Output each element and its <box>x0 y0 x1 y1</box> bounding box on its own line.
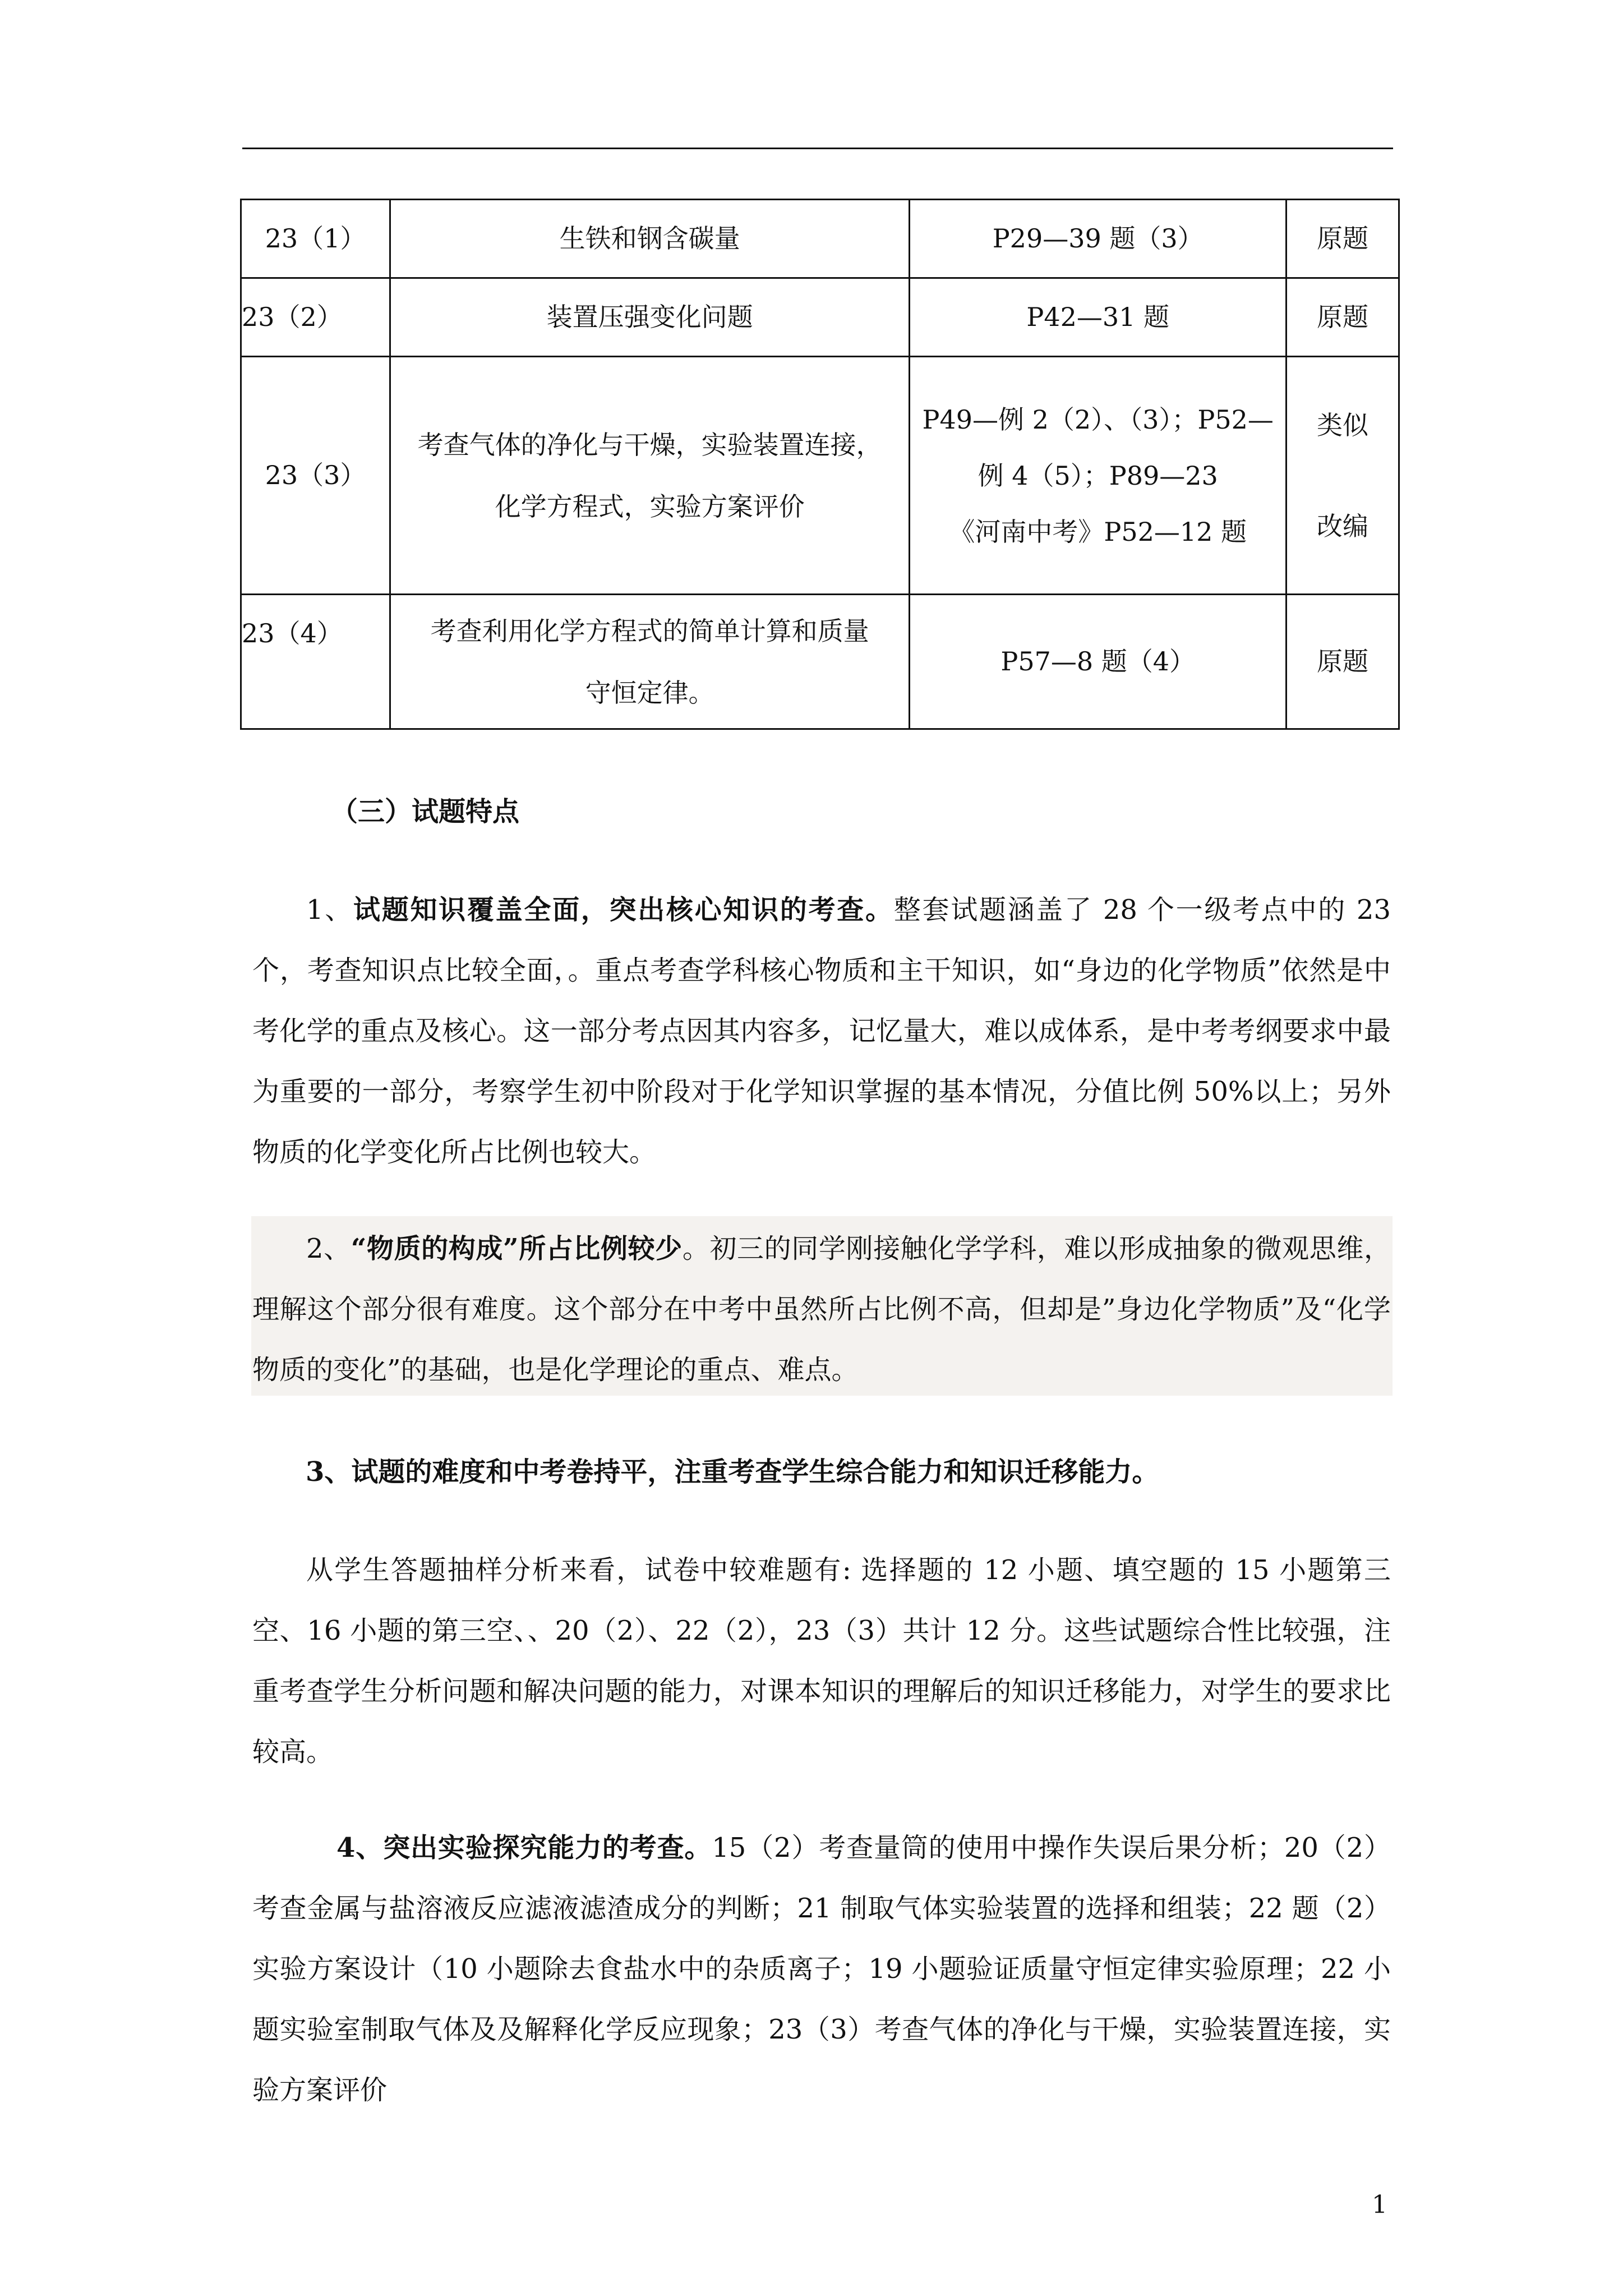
content-line: 守恒定律。 <box>585 677 714 708</box>
paragraph-4-lead: 4、突出实验探究能力的考查。 <box>336 1832 712 1864</box>
question-number-cell: 23（2） <box>241 278 390 357</box>
content-cell <box>390 357 910 595</box>
paragraph-3: 从学生答题抽样分析来看，试卷中较难题有: 选择题的 12 小题、填空题的 15 小题第三空、16 小题的第三空、、20（2）、22（2），23（3）共计 12 分。这些试题综合性比较强，注重考查学生分析问题和解决问题的能力，对课本知识的理解后的知识迁移能力，对学生的要求比较高。 <box>252 1554 1391 1768</box>
source-line: P49—例 2（2）、（3）；P52— <box>922 404 1274 435</box>
type-line: 改编 <box>1317 510 1369 541</box>
source-cell: P42—31 题 <box>910 278 1287 357</box>
header-rule <box>242 148 1393 149</box>
paragraph-1-body: 整套试题涵盖了 28 个一级考点中的 23 个，考查知识点比较全面，。重点考查学科核心物质和主干知识，如“身边的化学物质”依然是中考化学的重点及核心。这一部分考点因其内容多，记忆量大，难以成体系，是中考考纲要求中最为重要的一部分，考察学生初中阶段对于化学知识掌握的基本情况，分值比例 50%以上；另外物质的化学变化所占比例也较大。 <box>252 894 1391 1168</box>
table-row <box>241 278 1399 357</box>
type-cell: 原题 <box>1287 595 1399 729</box>
content-line: 考查利用化学方程式的简单计算和质量 <box>430 615 869 646</box>
page-number: 1 <box>1372 2191 1387 2219</box>
table-row <box>241 200 1399 278</box>
paragraph-4 <box>252 1818 1391 2120</box>
paragraph-1-number: 1、 <box>306 894 353 926</box>
paragraph-3-heading: 3、试题的难度和中考卷持平，注重考查学生综合能力和知识迁移能力。 <box>306 1456 1159 1488</box>
paragraph-2-number: 2、 <box>306 1233 351 1264</box>
paragraph-4-body: 15（2）考查量筒的使用中操作失误后果分析；20（2）考查金属与盐溶液反应滤液滤渣成分的判断；21 制取气体实验装置的选择和组装；22 题（2）实验方案设计（10 小题除去食盐水中的杂质离子；19 小题验证质量守恒定律实验原理；22 小题实验室制取气体及及解释化学反应现象；23（3）考查气体的净化与干燥，实验装置连接，实验方案评价 <box>252 1832 1391 2106</box>
question-number-cell: 23（1） <box>241 200 390 278</box>
content-cell: 生铁和钢含碳量 <box>390 200 910 278</box>
table-row <box>241 595 1399 729</box>
question-number-cell: 23（3） <box>241 357 390 595</box>
question-number-cell: 23（4） <box>241 595 390 729</box>
source-line: 例 4（5）；P89—23 <box>978 460 1218 491</box>
paragraph-1-lead: 试题知识覆盖全面，突出核心知识的考查。 <box>353 894 894 926</box>
source-line: 《河南中考》P52—12 题 <box>949 516 1247 547</box>
paragraph-2 <box>252 1218 1391 1400</box>
question-source-table <box>240 199 1400 730</box>
section-title: （三）试题特点 <box>331 796 520 827</box>
type-line: 类似 <box>1317 409 1369 440</box>
type-cell <box>1287 357 1399 595</box>
source-cell: P57—8 题（4） <box>910 595 1287 729</box>
type-cell: 原题 <box>1287 200 1399 278</box>
paragraph-2-body: 。初三的同学刚接触化学学科，难以形成抽象的微观思维，理解这个部分很有难度。这个部分在中考中虽然所占比例不高，但却是”身边化学物质”及“化学物质的变化”的基础，也是化学理论的重点、难点。 <box>252 1233 1391 1386</box>
source-cell <box>910 357 1287 595</box>
content-cell: 装置压强变化问题 <box>390 278 910 357</box>
type-cell: 原题 <box>1287 278 1399 357</box>
content-cell <box>390 595 910 729</box>
paragraph-2-lead: “物质的构成”所占比例较少 <box>351 1233 683 1264</box>
content-line: 化学方程式，实验方案评价 <box>495 491 805 522</box>
content-line: 考查气体的净化与干燥，实验装置连接， <box>417 429 882 460</box>
paragraph-1 <box>252 880 1391 1182</box>
source-cell: P29—39 题（3） <box>910 200 1287 278</box>
table-row <box>241 357 1399 595</box>
